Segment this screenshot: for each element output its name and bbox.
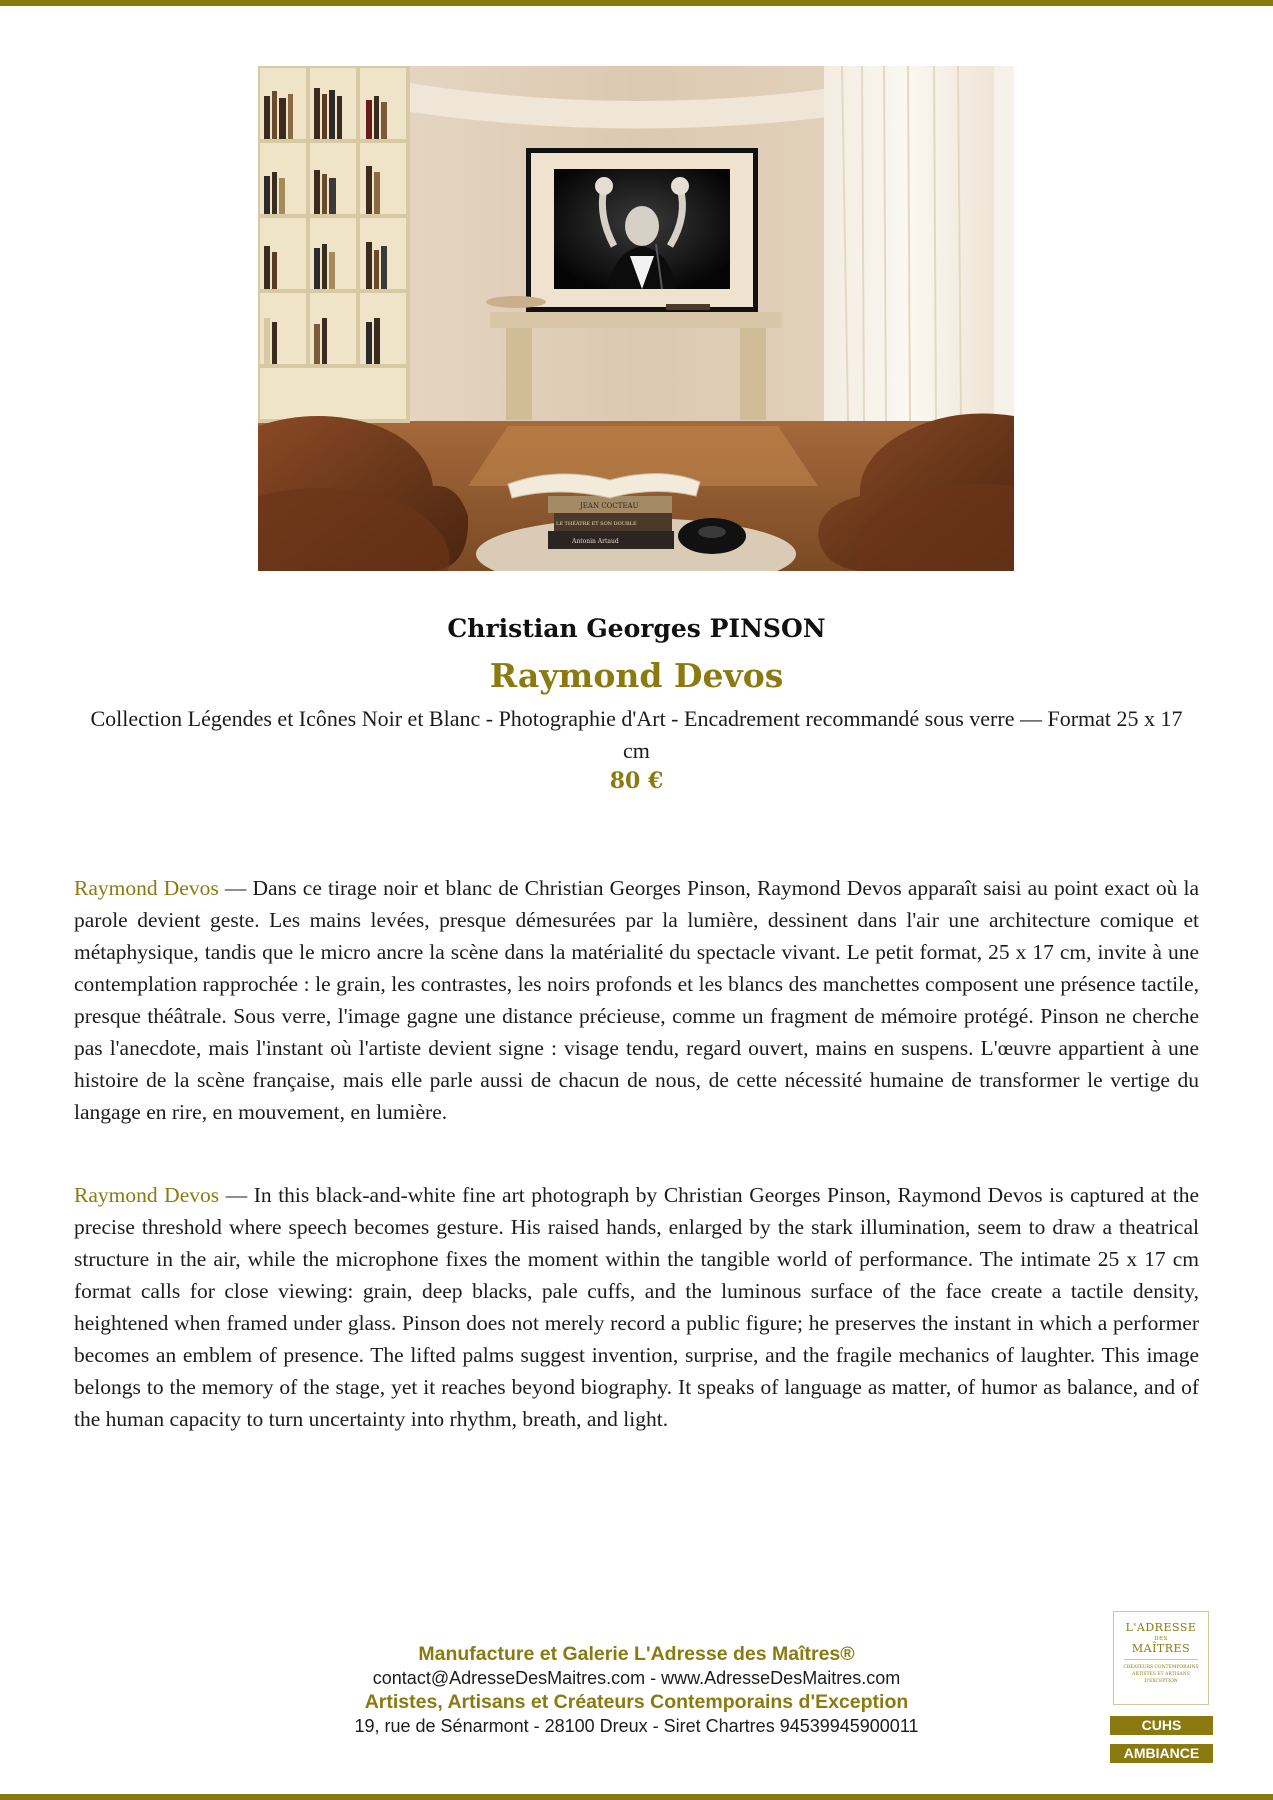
product-photo — [258, 66, 1014, 571]
book-spine-cocteau: JEAN COCTEAU — [580, 502, 639, 510]
book-spine-theatre: LE THÉÂTRE ET SON DOUBLE — [556, 521, 637, 527]
footer-address: 19, rue de Sénarmont - 28100 Dreux - Siret Chartres 94539945900011 — [354, 1716, 919, 1736]
footer-tagline: Artistes, Artisans et Créateurs Contemporains d'Exception — [364, 1691, 909, 1713]
footer-company: Manufacture et Galerie L'Adresse des Maîtres® — [418, 1643, 855, 1665]
framed-photo-illustration — [526, 148, 758, 312]
logo-line-2: DES — [1154, 1636, 1168, 1642]
logo-line-3: MAÎTRES — [1131, 1642, 1191, 1655]
footer — [250, 1642, 1023, 1738]
brand-logo — [1113, 1611, 1209, 1705]
footer-contact: contact@AdresseDesMaitres.com - www.AdresseDesMaitres.com — [372, 1668, 901, 1688]
description-fr-text: — Dans ce tirage noir et blanc de Christian Georges Pinson, Raymond Devos apparaît saisi au point exact où la parole devient geste. Les mains levées, presque démesurées par la lumière, dessinent dans l'air une architecture comique et métaphysique, tandis que le micro ancre la scène dans la matérialité du spectacle vivant. Le petit format, 25 x 17 cm, invite à une contemplation rapprochée : le grain, les contrastes, les noirs profonds et les blancs des manchettes composent une présence tactile, presque théâtrale. Sous verre, l'image gagne une distance précieuse, comme un fragment de mémoire protégé. Pinson ne cherche pas l'anecdote, mais l'instant où l'artiste devient signe : visage tendu, regard ouvert, mains en suspens. L'œuvre appartient à une histoire de la scène française, mais elle parle aussi de chacun de nous, de cette nécessité humaine de transformer le vertige du langage en rire, en mouvement, en lumière. — [74, 876, 1200, 1124]
badge-ambiance: AMBIANCE — [1110, 1744, 1213, 1763]
bottom-rule — [0, 1794, 1273, 1800]
logo-separator — [1124, 1659, 1198, 1660]
badge-cuhs: CUHS — [1110, 1716, 1213, 1735]
description-fr-lead: Raymond Devos — [74, 876, 219, 900]
price: 80 € — [609, 768, 664, 794]
logo-line-1: L'ADRESSE — [1125, 1621, 1197, 1634]
description-en — [74, 1179, 1199, 1435]
description-fr — [74, 872, 1199, 1128]
description-en-text: — In this black-and-white fine art photograph by Christian Georges Pinson, Raymond Devos is captured at the precise threshold where speech becomes gesture. His raised hands, enlarged by the stark illumination, seem to draw a theatrical structure in the air, while the microphone fixes the moment within the tangible world of performance. The intimate 25 x 17 cm format calls for close viewing: grain, deep blacks, pale cuffs, and the luminous surface of the face create a tactile density, heightened when framed under glass. Pinson does not merely record a public figure; he preserves the instant in which a performer becomes an emblem of presence. The lifted palms suggest invention, surprise, and the fragile mechanics of laughter. This image belongs to the memory of the stage, yet it reaches beyond biography. It speaks of language as matter, of humor as balance, and of the human capacity to turn uncertainty into rhythm, breath, and light. — [74, 1183, 1199, 1431]
book-spine-artaud: Antonin Artaud — [572, 538, 619, 545]
artwork-title: Raymond Devos — [489, 656, 784, 695]
logo-line-4: CRÉATEURS CONTEMPORAINS ARTISTES ET ARTISANS D'EXCEPTION — [1123, 1665, 1199, 1684]
description-en-lead: Raymond Devos — [74, 1183, 220, 1207]
artwork-subtitle: Collection Légendes et Icônes Noir et Blanc - Photographie d'Art - Encadrement recommandé sous verre — Format 25 x 17 cm — [90, 706, 1183, 763]
bookshelf-illustration — [258, 66, 408, 421]
artist-name: Christian Georges PINSON — [447, 614, 826, 643]
top-rule — [0, 0, 1273, 6]
